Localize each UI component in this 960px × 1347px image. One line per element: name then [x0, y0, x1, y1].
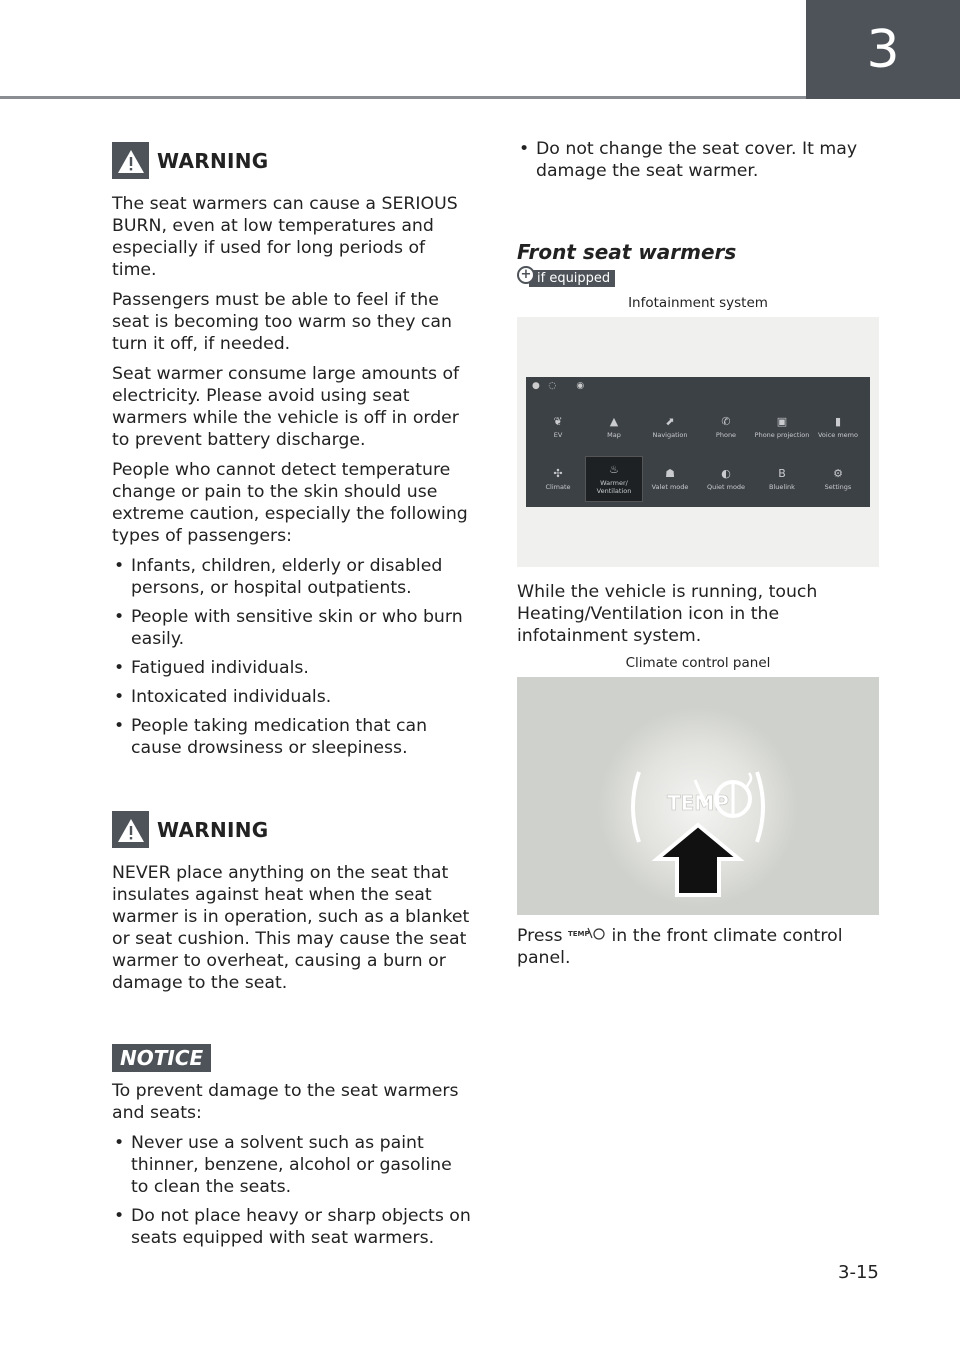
- press-suffix: in the front climate control panel.: [517, 926, 843, 968]
- infotainment-figure: [517, 317, 879, 567]
- tile-label: Phone: [715, 430, 737, 439]
- chapter-tab: 3: [806, 0, 960, 99]
- warning-block-1: [112, 142, 474, 759]
- warning-text: NEVER place anything on the seat that insulates against heat when the seat warmer is in operation, such as a blanket or seat cushion. This may cause the seat warmer to overheat, causing a burn or damage to the seat.: [112, 863, 470, 993]
- warning-title: WARNING: [157, 817, 269, 842]
- tile-map: [586, 405, 642, 449]
- fan-icon: ✣: [553, 466, 563, 480]
- press-prefix: Press: [517, 926, 563, 946]
- warning-triangle-icon: [112, 811, 149, 848]
- tile-settings: [810, 457, 866, 501]
- notice-intro: To prevent damage to the seat warmers and seats:: [112, 1081, 459, 1123]
- list-item: • Do not change the seat cover. It may damage the seat warmer.: [517, 138, 879, 182]
- tile-label: Climate: [545, 482, 571, 491]
- warning-heading: [112, 142, 474, 179]
- list-item: • Infants, children, elderly or disabled persons, or hospital outpatients.: [112, 555, 474, 599]
- warning-paragraph: Passengers must be able to feel if the seat is becoming too warm so they can turn it off, if needed.: [112, 290, 452, 354]
- infotainment-screen: [526, 377, 870, 507]
- tile-label: Map: [607, 430, 621, 439]
- notice-badge: NOTICE: [112, 1044, 211, 1072]
- instruction-text: While the vehicle is running, touch Heating/Ventilation icon in the infotainment system.: [517, 582, 818, 646]
- tile-quiet-mode: [698, 457, 754, 501]
- valet-icon: ☗: [665, 466, 675, 480]
- notice-block: [112, 1044, 474, 1249]
- warning-paragraph: The seat warmers can cause a SERIOUS BURN, even at low temperatures and especially if used for long periods of time.: [112, 194, 458, 280]
- temp-seat-button-icon: [568, 925, 606, 947]
- plus-icon: +: [517, 266, 535, 284]
- warning-paragraph: Seat warmer consume large amounts of electricity. Please avoid using seat warmers while the vehicle is off in order to prevent battery discharge.: [112, 364, 460, 450]
- list-item: • Intoxicated individuals.: [112, 686, 474, 708]
- list-item: • Fatigued individuals.: [112, 657, 474, 679]
- notice-list-continued: [517, 138, 879, 182]
- warning-paragraph: People who cannot detect temperature change or pain to the skin should use extreme caution, especially the following types of passengers:: [112, 460, 468, 546]
- phone-icon: ✆: [721, 414, 731, 428]
- left-column: [112, 142, 474, 1256]
- seat-warmer-icon: ♨: [609, 462, 619, 476]
- tile-label: Settings: [824, 482, 852, 491]
- warning-title: WARNING: [157, 148, 269, 173]
- tile-label: Voice memo: [817, 430, 858, 439]
- tile-ev: [530, 405, 586, 449]
- press-instruction: [517, 925, 879, 969]
- navigation-icon: ⬈: [665, 414, 675, 428]
- list-item: • People with sensitive skin or who burn easily.: [112, 606, 474, 650]
- tile-label: EV: [553, 430, 563, 439]
- warning-heading: [112, 811, 474, 848]
- temp-button-illustration: [517, 677, 879, 915]
- map-arrow-icon: ▲: [609, 414, 619, 428]
- list-item: • Do not place heavy or sharp objects on seats equipped with seat warmers.: [112, 1205, 474, 1249]
- if-equipped-label: if equipped: [529, 270, 615, 287]
- warning-triangle-icon: [112, 142, 149, 179]
- notice-list: [112, 1132, 474, 1249]
- tile-climate: [530, 457, 586, 501]
- tile-valet-mode: [642, 457, 698, 501]
- tile-navigation: [642, 405, 698, 449]
- tile-label: Phone projection: [754, 430, 810, 439]
- temp-icon-text: TEMP: [567, 930, 590, 938]
- tile-label: Warmer/ Ventilation: [596, 478, 632, 495]
- figure-caption: Climate control panel: [625, 655, 771, 671]
- tile-label: Bluelink: [769, 482, 795, 491]
- climate-panel-figure: [517, 677, 879, 915]
- passenger-list: [112, 555, 474, 759]
- tile-label: Quiet mode: [706, 482, 746, 491]
- status-bar-icons: ● ◌ ◉: [532, 381, 585, 391]
- tile-label: Valet mode: [651, 482, 689, 491]
- list-item: • Never use a solvent such as paint thinner, benzene, alcohol or gasoline to clean the seats.: [112, 1132, 474, 1198]
- bluelink-icon: B: [778, 466, 786, 480]
- tile-label: Navigation: [652, 430, 688, 439]
- tile-voice-memo: [810, 405, 866, 449]
- voice-memo-icon: ▮: [834, 414, 842, 428]
- right-column: [517, 138, 879, 977]
- gear-icon: ⚙: [833, 466, 843, 480]
- app-grid: [530, 405, 866, 501]
- list-item: • People taking medication that can cause drowsiness or sleepiness.: [112, 715, 474, 759]
- temp-label: TEMP: [667, 791, 729, 815]
- section-title: Front seat warmers: [517, 240, 737, 264]
- phone-projection-icon: ▣: [776, 414, 788, 428]
- if-equipped-badge: [517, 266, 879, 287]
- tile-phone: [698, 405, 754, 449]
- tile-phone-projection: [754, 405, 810, 449]
- tile-warmer-ventilation: [586, 457, 642, 501]
- quiet-mode-icon: ◐: [721, 466, 731, 480]
- warning-block-2: [112, 811, 474, 994]
- chapter-rule: [0, 96, 806, 99]
- leaf-icon: ❦: [553, 414, 563, 428]
- page-number: 3-15: [838, 1262, 879, 1283]
- tile-bluelink: [754, 457, 810, 501]
- figure-caption: Infotainment system: [628, 295, 768, 311]
